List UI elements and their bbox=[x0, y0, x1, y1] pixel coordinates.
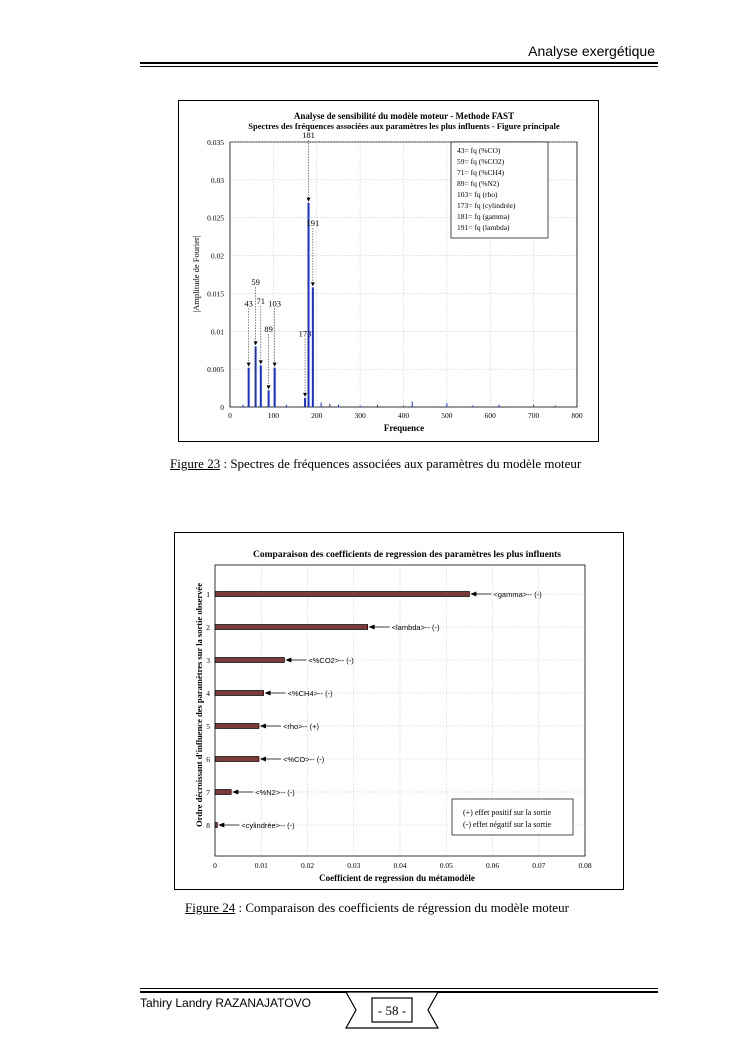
chart1-y-tick-label: 0.03 bbox=[210, 175, 224, 185]
figure-23-caption bbox=[170, 456, 581, 472]
chart2-bar bbox=[215, 790, 231, 795]
chart1-x-tick-label: 600 bbox=[484, 411, 496, 420]
chart2-bar-label: <%CH4>-- (-) bbox=[287, 689, 333, 698]
chart1-ylabel: |Amplitude de Fourier| bbox=[191, 235, 201, 313]
chart1-x-tick-label: 400 bbox=[397, 411, 410, 420]
page-number-badge bbox=[344, 990, 440, 1030]
chart2-bar-label: <%CO>-- (-) bbox=[282, 755, 325, 764]
chart2-x-tick-label: 0.06 bbox=[485, 861, 500, 870]
chart1-peak-label: 191 bbox=[306, 218, 320, 229]
chart2-y-tick-label: 5 bbox=[206, 722, 210, 731]
chart2-bar bbox=[215, 823, 217, 828]
chart2-y-tick-label: 6 bbox=[206, 755, 210, 764]
chart2-legend-entry: (+) effet positif sur la sortie bbox=[463, 808, 552, 817]
chart2-legend-box bbox=[452, 799, 573, 835]
chart1-peak-label: 103 bbox=[268, 298, 282, 309]
chart2-x-tick-label: 0.07 bbox=[532, 861, 546, 870]
chart2-bar bbox=[215, 592, 469, 597]
chart2-bar bbox=[215, 724, 259, 729]
chart2-x-tick-label: 0.08 bbox=[578, 861, 592, 870]
chart1-y-tick-label: 0.015 bbox=[207, 289, 224, 299]
chart1-legend-entry: 71= fq (%CH4) bbox=[457, 168, 505, 177]
chart1-legend-entry: 103= fq (rho) bbox=[457, 190, 498, 199]
chart1-x-tick-label: 300 bbox=[354, 411, 366, 420]
chart2-y-tick-label: 4 bbox=[206, 689, 210, 698]
footer-rule-thin bbox=[140, 988, 658, 989]
chart1-legend-entry: 89= fq (%N2) bbox=[457, 179, 500, 188]
page-header-title: Analyse exergétique bbox=[528, 43, 655, 59]
chart2-x-tick-label: 0.04 bbox=[393, 861, 407, 870]
figure-24-ref: Figure 24 bbox=[185, 900, 236, 915]
chart1-x-tick-label: 100 bbox=[267, 411, 279, 420]
chart2-bar bbox=[215, 658, 284, 663]
chart2-x-tick-label: 0.03 bbox=[347, 861, 361, 870]
chart1-peak-label: 173 bbox=[298, 328, 312, 339]
figure-24-caption-text: : Comparaison des coefficients de régression du modèle moteur bbox=[235, 900, 569, 915]
chart2-bar-label: <lambda>-- (-) bbox=[391, 623, 440, 632]
chart2-bar-label: <cylindrée>-- (-) bbox=[241, 821, 295, 830]
chart1-x-tick-label: 700 bbox=[528, 411, 540, 420]
chart2-bar bbox=[215, 691, 264, 696]
chart1-peak-label: 71 bbox=[256, 296, 266, 307]
chart2-x-tick-label: 0.02 bbox=[300, 861, 315, 870]
chart1-x-tick-label: 800 bbox=[571, 411, 583, 420]
chart1-subtitle: Spectres des fréquences associées aux paramètres les plus influents - Figure principale bbox=[248, 121, 560, 131]
chart1-peak-label: 181 bbox=[302, 130, 315, 141]
chart2-bar bbox=[215, 757, 259, 762]
chart2-bar bbox=[215, 625, 368, 630]
chart1-y-tick-label: 0 bbox=[220, 403, 224, 412]
footer-author: Tahiry Landry RAZANAJATOVO bbox=[140, 996, 311, 1010]
chart1-title: Analyse de sensibilité du modèle moteur - Methode FAST bbox=[293, 111, 515, 121]
chart2-x-tick-label: 0.05 bbox=[439, 861, 453, 870]
figure-23-ref: Figure 23 bbox=[170, 456, 221, 471]
chart2-xlabel: Coefficient de regression du métamodèle bbox=[319, 873, 475, 883]
chart1-x-tick-label: 0 bbox=[228, 411, 232, 420]
chart1-legend-entry: 59= fq (%CO2) bbox=[457, 157, 505, 166]
chart2-bar-label: <%CO2>-- (-) bbox=[308, 656, 354, 665]
chart2-legend-entry: (-) effet négatif sur la sortie bbox=[463, 820, 552, 829]
chart2-y-tick-label: 7 bbox=[206, 788, 210, 797]
chart1-y-tick-label: 0.035 bbox=[207, 138, 224, 147]
figure-24-frame bbox=[174, 532, 624, 890]
chart2-bar-label: <rho>-- (+) bbox=[282, 722, 319, 731]
chart2-x-tick-label: 0 bbox=[213, 861, 217, 870]
chart1-y-tick-label: 0.01 bbox=[210, 327, 224, 337]
chart1-y-tick-label: 0.005 bbox=[207, 365, 224, 375]
header-rule-thin bbox=[140, 66, 658, 67]
regression-coefficients-chart bbox=[175, 533, 623, 889]
chart1-x-tick-label: 200 bbox=[311, 411, 323, 420]
chart2-y-tick-label: 8 bbox=[206, 821, 210, 830]
header-rule-thick bbox=[140, 62, 658, 64]
chart2-y-tick-label: 3 bbox=[206, 656, 210, 665]
chart2-title: Comparaison des coefficients de regression des paramètres les plus influents bbox=[253, 550, 561, 560]
figure-23-caption-text: : Spectres de fréquences associées aux paramètres du modèle moteur bbox=[220, 456, 582, 471]
chart1-legend-entry: 191= fq (lambda) bbox=[457, 223, 510, 232]
page-number: - 58 - bbox=[377, 1003, 407, 1018]
chart1-y-tick-label: 0.02 bbox=[210, 251, 224, 261]
chart1-legend-entry: 181= fq (gamma) bbox=[457, 212, 510, 221]
figure-24-caption bbox=[185, 900, 569, 916]
chart2-bar-label: <gamma>-- (-) bbox=[493, 590, 542, 599]
chart2-y-tick-label: 1 bbox=[206, 590, 210, 599]
chart2-ylabel: Ordre décroissant d'influence des paramètres sur la sortie observée bbox=[194, 583, 204, 827]
chart2-x-tick-label: 0.01 bbox=[254, 861, 268, 870]
chart1-peak-label: 59 bbox=[251, 277, 260, 288]
chart1-xlabel: Frequence bbox=[383, 423, 425, 433]
chart2-bar-label: <%N2>-- (-) bbox=[255, 788, 295, 797]
fourier-spectrum-chart bbox=[179, 101, 598, 441]
chart1-peak-label: 43 bbox=[244, 298, 253, 309]
chart2-y-tick-label: 2 bbox=[206, 623, 210, 632]
figure-23-frame bbox=[178, 100, 599, 442]
chart1-legend-entry: 173= fq (cylindrée) bbox=[457, 201, 516, 210]
chart1-x-tick-label: 500 bbox=[441, 411, 453, 420]
chart1-legend-entry: 43= fq (%CO) bbox=[457, 146, 501, 155]
chart1-y-tick-label: 0.025 bbox=[207, 213, 224, 223]
chart1-peak-label: 89 bbox=[264, 324, 273, 335]
